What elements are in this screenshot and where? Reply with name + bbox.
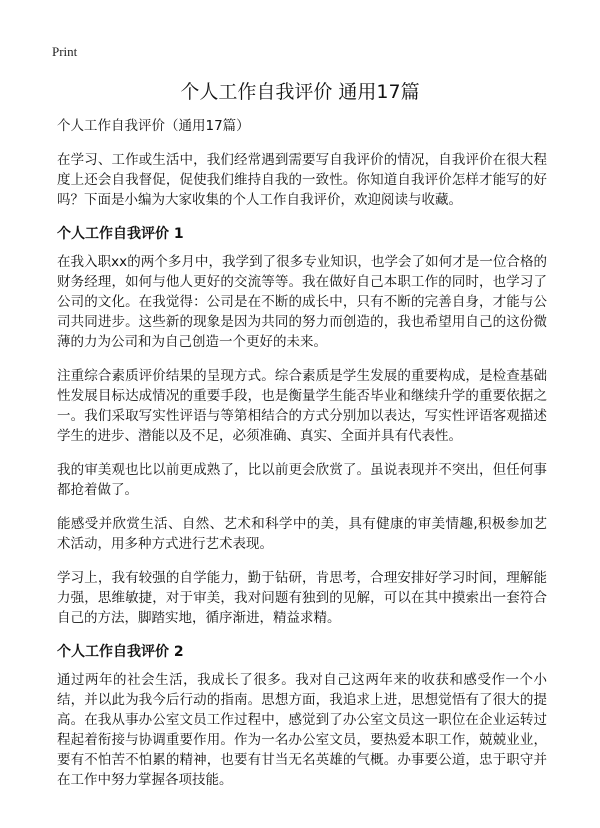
section-heading: 个人工作自我评价 2 [57,644,184,660]
section-1 [57,224,547,628]
section-heading: 个人工作自我评价 1 [57,226,184,242]
section-paragraph: 能感受并欣赏生活、自然、艺术和科学中的美，具有健康的审美情趣,积极参加艺术活动，用多种方式进行艺术表现。 [57,516,547,552]
document-body [57,116,547,804]
section-paragraph: 在我入职xx的两个多月中，我学到了很多专业知识，也学会了如何才是一位合格的财务经理，如何与他人更好的交流等等。我在做好自己本职工作的同时，也学习了公司的文化。在我觉得：公司是在不断的成长中，只有不断的完善自身，才能与公司共同进步。这些新的现象是因为共同的努力而创造的，我也希望用自己的这份微薄的力为公司和为自己创造一个更好的未来。 [57,254,547,350]
intro-paragraph: 在学习、工作或生活中，我们经常遇到需要写自我评价的情况，自我评价在很大程度上还会自我督促，促使我们维持自我的一致性。你知道自我评价怎样才能写的好吗？下面是小编为大家收集的个人工作自我评价，欢迎阅读与收藏。 [57,152,547,208]
section-2 [57,642,547,790]
section-paragraph: 注重综合素质评价结果的呈现方式。综合素质是学生发展的重要构成，是检查基础性发展目标达成情况的重要手段，也是衡量学生能否毕业和继续升学的重要依据之一。我们采取写实性评语与等第相结合的方式分别加以表达，写实性评语客观描述学生的进步、潜能以及不足，必须准确、真实、全面并具有代表性。 [57,368,547,444]
page-title: 个人工作自我评价 通用17篇 [180,81,420,103]
section-paragraph: 学习上，我有较强的自学能力，勤于钻研，肯思考，合理安排好学习时间，理解能力强，思维敏捷，对于审美，我对问题有独到的见解，可以在其中摸索出一套符合自己的方法，脚踏实地，循序渐进，精益求精。 [57,570,547,626]
section-paragraph: 我的审美观也比以前更成熟了，比以前更会欣赏了。虽说表现并不突出，但任何事都抢着做了。 [57,462,547,498]
document-subtitle: 个人工作自我评价（通用17篇） [57,118,250,134]
print-link[interactable]: Print [52,44,78,59]
section-paragraph: 通过两年的社会生活，我成长了很多。我对自己这两年来的收获和感受作一个小结，并以此为我今后行动的指南。思想方面，我追求上进，思想觉悟有了很大的提高。在我从事办公室文员工作过程中，感觉到了办公室文员这一职位在企业运转过程起着衔接与协调重要作用。作为一名办公室文员，要热爱本职工作，兢兢业业，要有不怕苦不怕累的精神，也要有甘当无名英雄的气概。办事要公道，忠于职守并在工作中努力掌握各项技能。 [57,672,547,788]
